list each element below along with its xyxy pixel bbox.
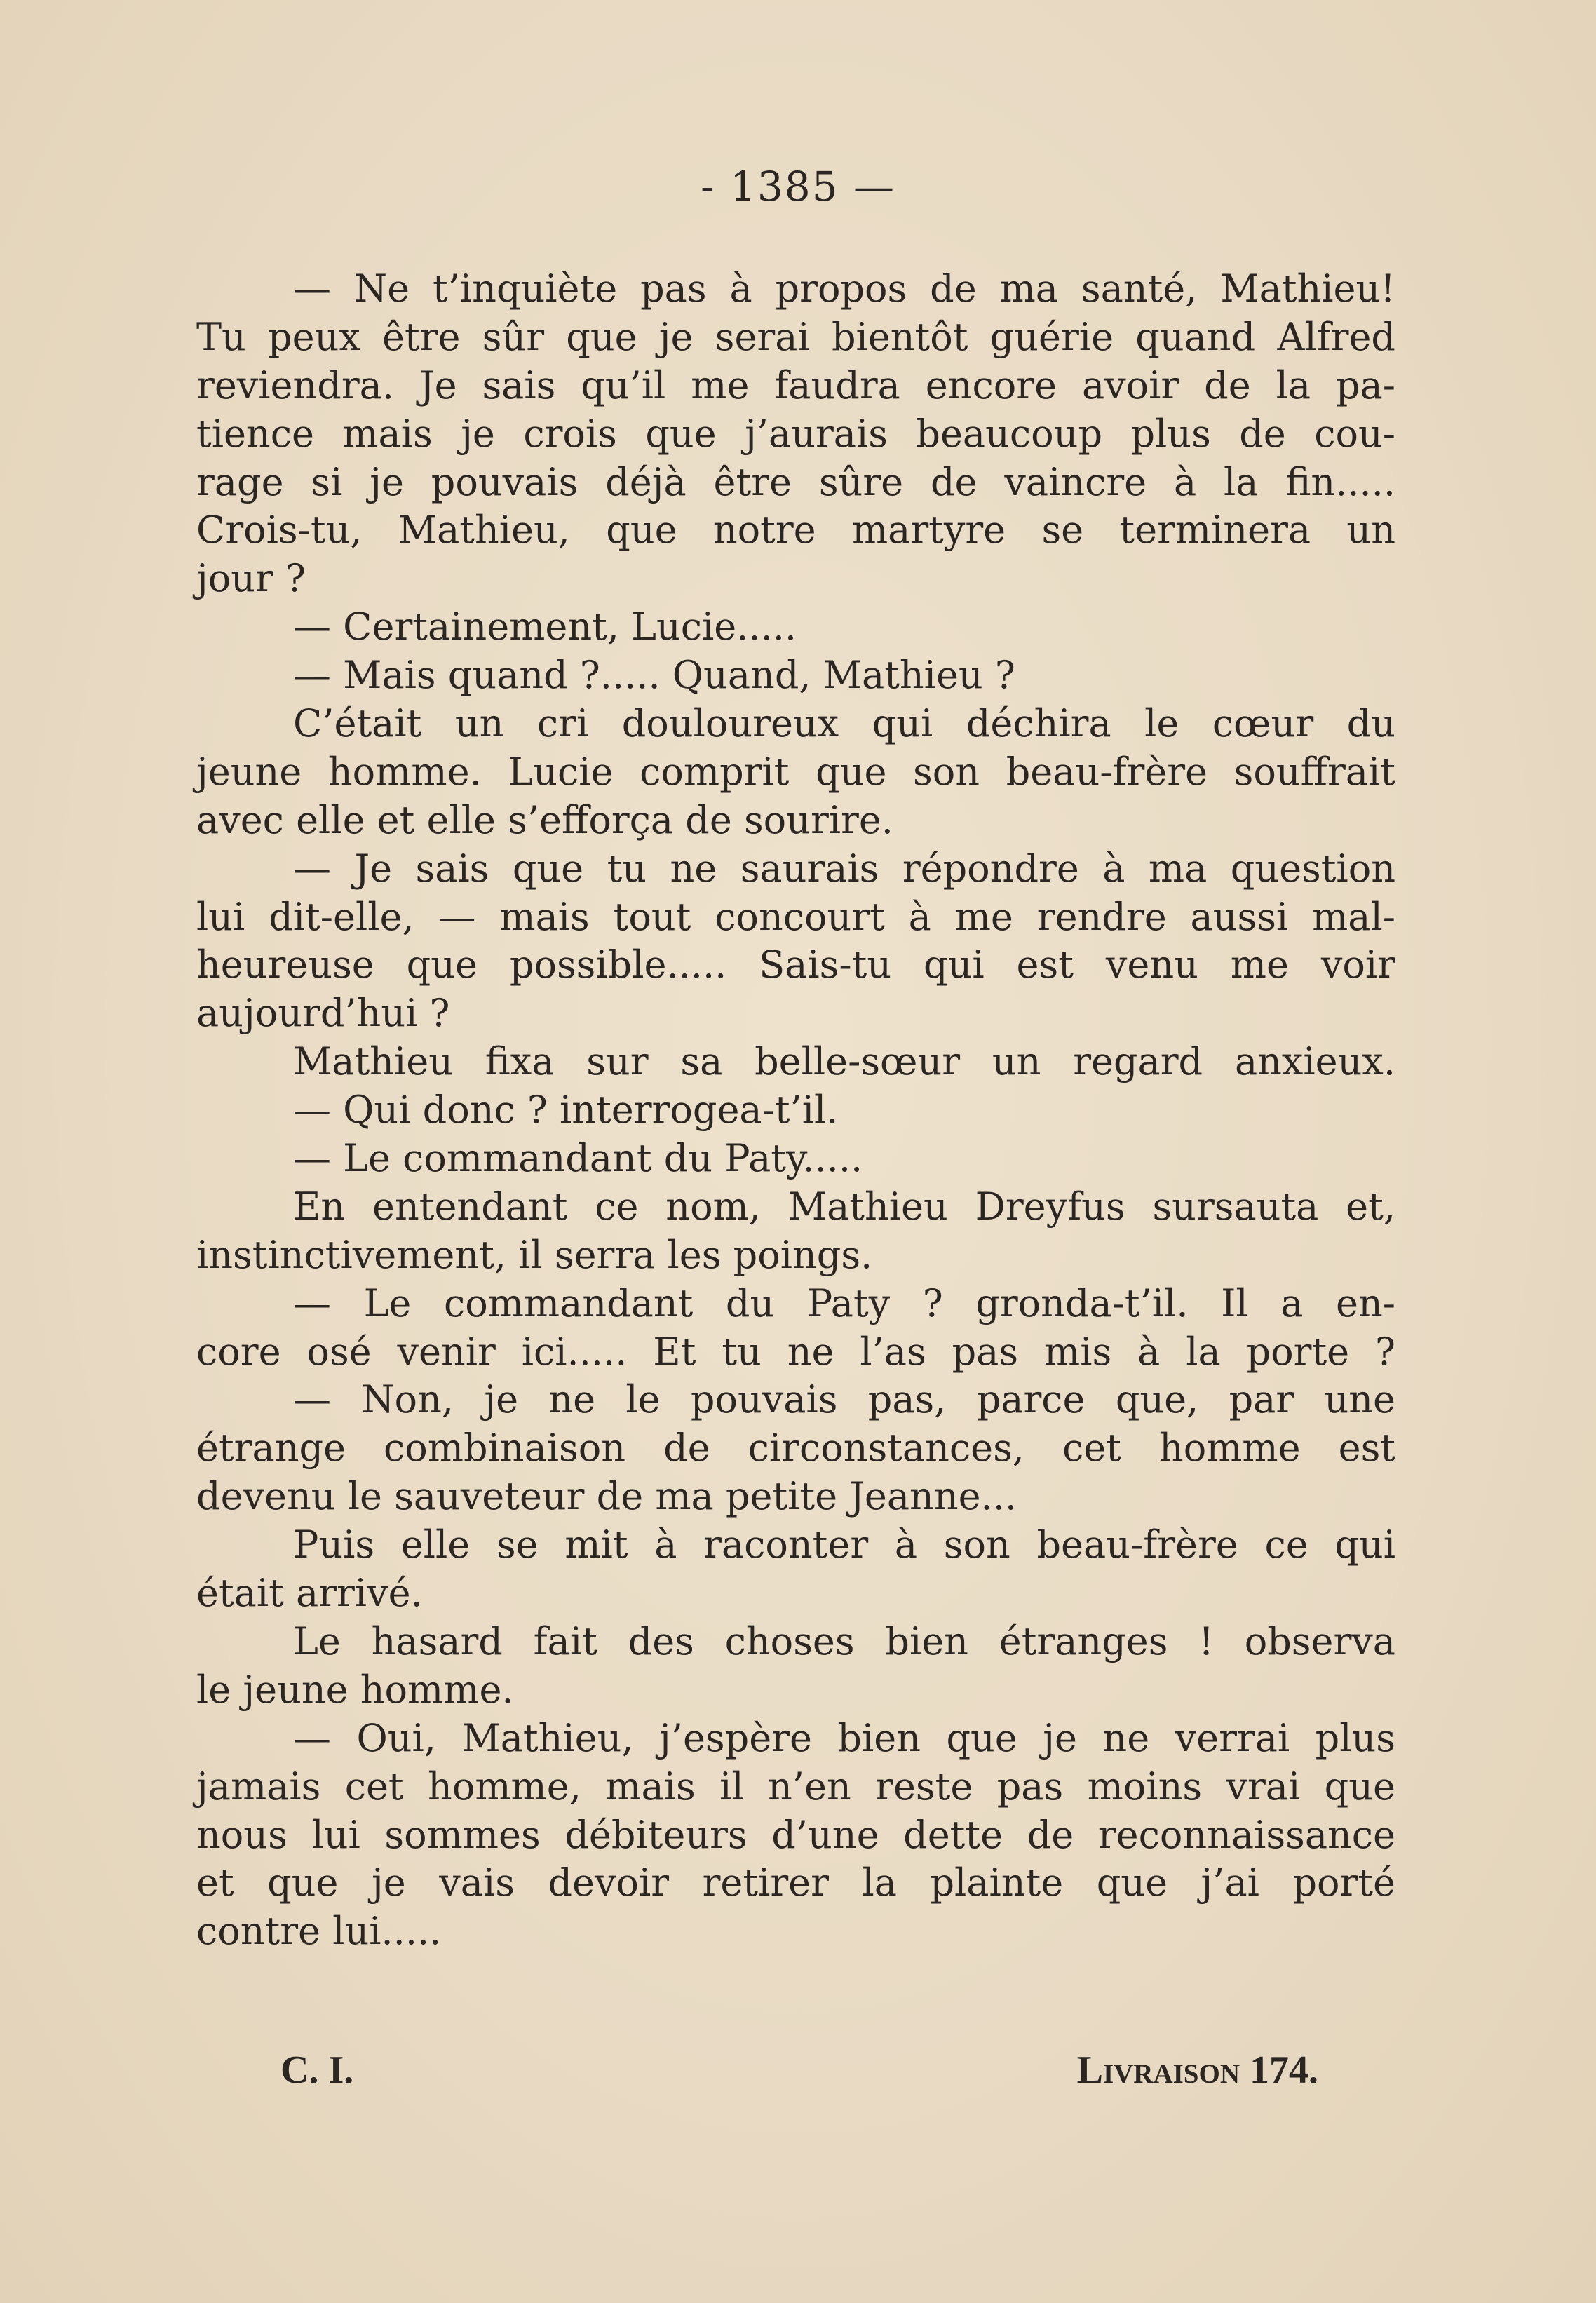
text-line: devenu le sauveteur de ma petite Jeanne... xyxy=(196,1474,1017,1519)
text-line: le jeune homme. xyxy=(196,1667,514,1712)
text-line: et que je vais devoir retirer la plainte que j’ai porté xyxy=(196,1860,1395,1905)
page-number: - 1385 — xyxy=(700,163,896,210)
text-line: contre lui..... xyxy=(196,1909,442,1954)
text-line: — Je sais que tu ne saurais répondre à ma question xyxy=(293,846,1395,891)
text-line: — Oui, Mathieu, j’espère bien que je ne verrai plus xyxy=(293,1715,1395,1760)
text-line: lui dit-elle, — mais tout concourt à me rendre aussi mal- xyxy=(196,894,1395,939)
text-line: étrange combinaison de circonstances, cet homme est xyxy=(196,1426,1395,1471)
text-line: — Le commandant du Paty..... xyxy=(293,1136,863,1181)
footer-livraison: Livraison 174. xyxy=(1076,2048,1318,2092)
text-line: Le hasard fait des choses bien étranges ! observa xyxy=(293,1619,1395,1663)
page-footer xyxy=(280,2048,1318,2104)
text-line: — Qui donc ? interrogea-t’il. xyxy=(293,1088,839,1133)
text-line: — Certainement, Lucie..... xyxy=(293,605,797,649)
text-line: jamais cet homme, mais il n’en reste pas moins vrai que xyxy=(196,1764,1395,1809)
footer-signature: C. I. xyxy=(280,2048,354,2092)
body-text xyxy=(196,265,1395,1956)
text-line: — Mais quand ?..... Quand, Mathieu ? xyxy=(293,653,1015,698)
text-line: était arrivé. xyxy=(196,1571,423,1616)
text-line: En entendant ce nom, Mathieu Dreyfus sursauta et, xyxy=(293,1184,1395,1229)
text-line: core osé venir ici..... Et tu ne l’as pas mis à la porte ? xyxy=(196,1329,1395,1374)
text-line: tience mais je crois que j’aurais beaucoup plus de cou- xyxy=(196,411,1395,456)
text-line: instinctivement, il serra les poings. xyxy=(196,1232,873,1277)
text-line: Crois-tu, Mathieu, que notre martyre se terminera un xyxy=(196,508,1395,553)
text-line: avec elle et elle s’efforça de sourire. xyxy=(196,797,893,842)
text-line: rage si je pouvais déjà être sûre de vaincre à la fin..... xyxy=(196,459,1395,504)
text-line: nous lui sommes débiteurs d’une dette de reconnaissance xyxy=(196,1812,1395,1857)
text-line: Tu peux être sûr que je serai bientôt guérie quand Alfred xyxy=(196,314,1395,359)
text-line: reviendra. Je sais qu’il me faudra encore avoir de la pa- xyxy=(196,363,1395,407)
text-line: Puis elle se mit à raconter à son beau-frère ce qui xyxy=(293,1522,1395,1567)
text-line: — Le commandant du Paty ? gronda-t’il. Il a en- xyxy=(293,1281,1395,1325)
text-line: Mathieu fixa sur sa belle-sœur un regard anxieux. xyxy=(293,1039,1395,1084)
text-line: aujourd’hui ? xyxy=(196,991,450,1036)
text-line: heureuse que possible..... Sais-tu qui est venu me voir xyxy=(196,943,1395,987)
text-line: jour ? xyxy=(196,556,306,601)
text-line: — Non, je ne le pouvais pas, parce que, par une xyxy=(293,1377,1395,1422)
text-line: C’était un cri douloureux qui déchira le cœur du xyxy=(293,701,1395,746)
text-line: jeune homme. Lucie comprit que son beau-frère souffrait xyxy=(196,749,1395,794)
text-line: — Ne t’inquiète pas à propos de ma santé, Mathieu! xyxy=(293,266,1395,311)
